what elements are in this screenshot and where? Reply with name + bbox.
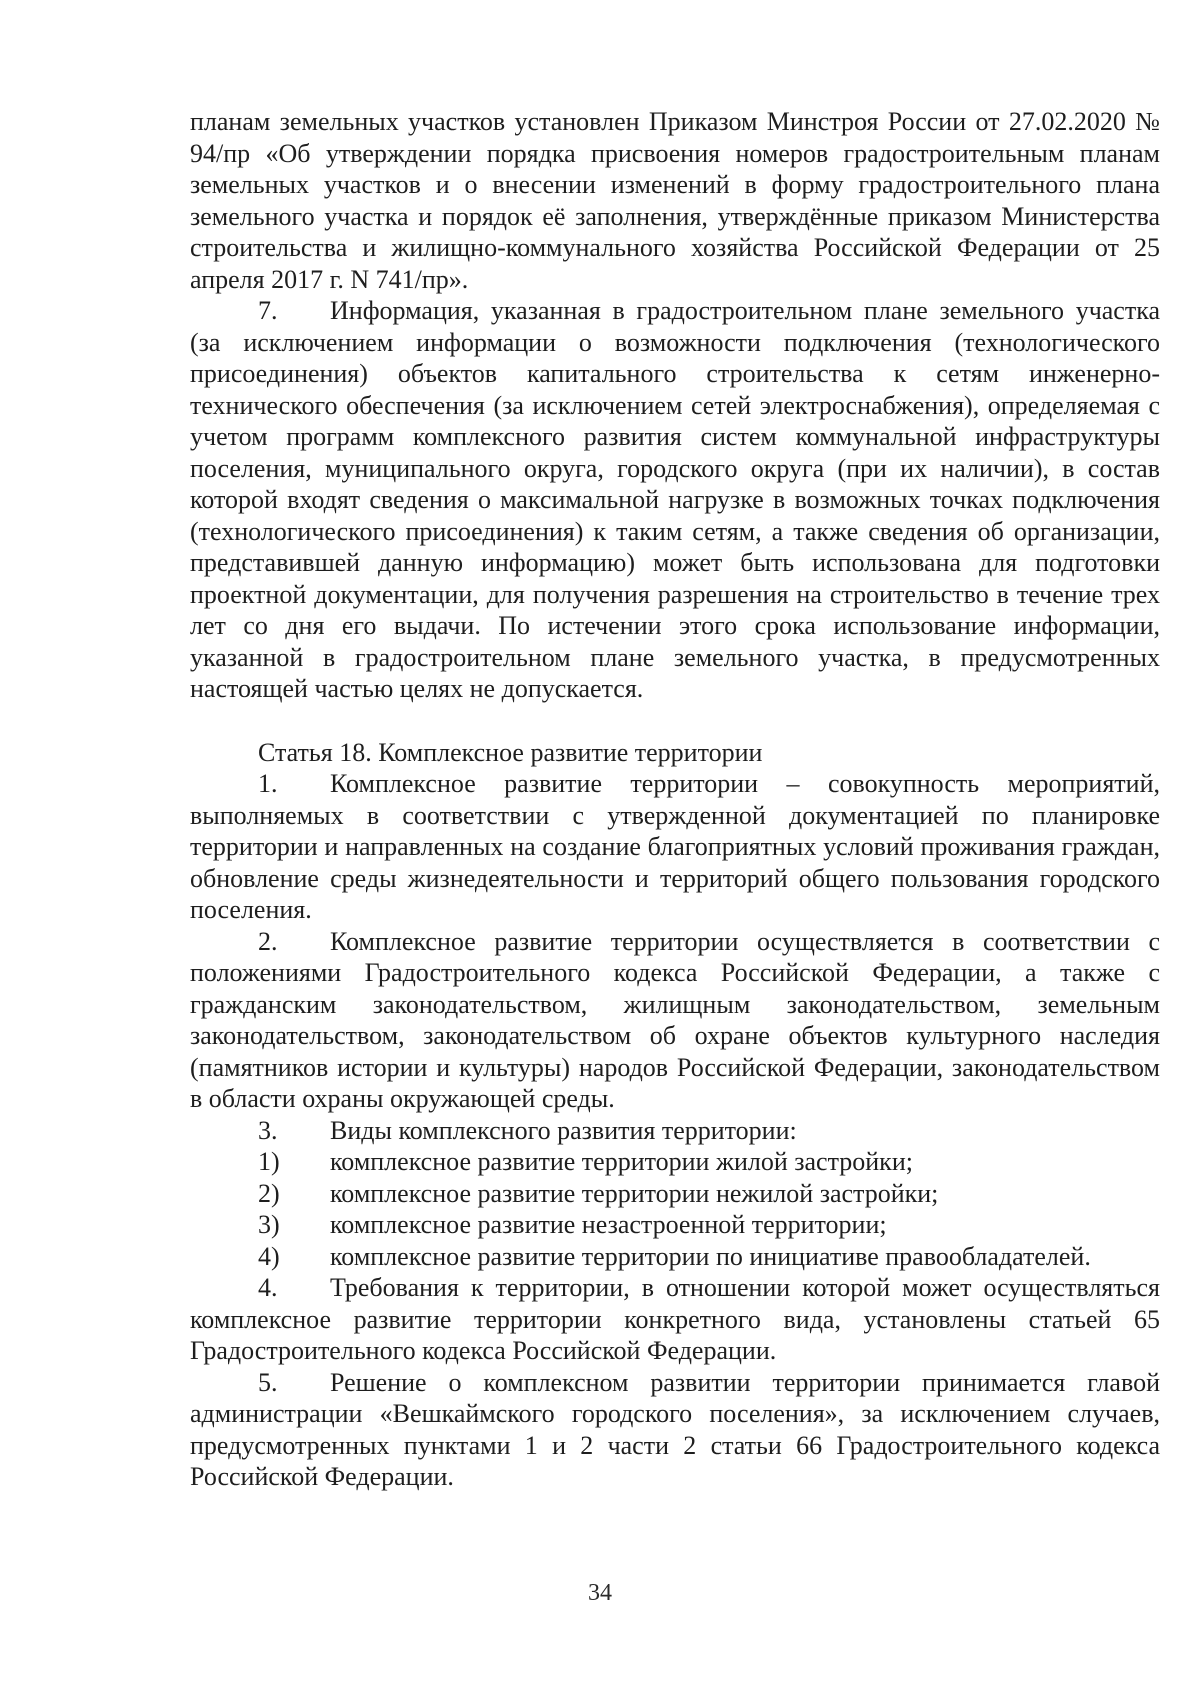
item-text: Комплексное развитие территории – совокупность мероприятий, выполняемых в соответствии с утвержденной документацией по планировке территории и направленных на создание благоприятных условий проживания граждан, обновление среды жизнедеятельности и территорий общего пользования городского поселения. [190,769,1160,924]
subitem-text: комплексное развитие территории по инициативе правообладателей. [330,1241,1091,1271]
item-text: Комплексное развитие территории осуществляется в соответствии с положениями Градостроительного кодекса Российской Федерации, а также с гражданским законодательством, жилищным законодательством, земельным законодательством, законодательством об охране объектов культурного наследия (памятников истории и культуры) народов Российской Федерации, законодательством в области охраны окружающей среды. [190,926,1160,1113]
subitem-number: 2) [258,1178,280,1208]
subitem-4 [190,1241,1160,1273]
article-item-1 [190,768,1160,926]
subitem-number: 1) [258,1147,280,1176]
article-item-5 [190,1367,1160,1493]
item-number: 4. [258,1273,278,1302]
item-text: Требования к территории, в отношении которой может осуществляться комплексное развитие территории конкретного вида, установлены статьей 65 Градостроительного кодекса Российской Федерации. [190,1273,1160,1365]
item-7-paragraph [190,295,1160,705]
item-text: Решение о комплексном развитии территории принимается главой администрации «Вешкаймского городского поселения», за исключением случаев, предусмотренных пунктами 1 и 2 части 2 статьи 66 Градостроительного кодекса Российской Федерации. [190,1367,1160,1491]
subitem-1 [190,1146,1160,1178]
intro-paragraph: планам земельных участков установлен Приказом Минстроя России от 27.02.2020 № 94/пр «Об утверждении порядка присвоения номеров градостроительным планам земельных участков и о внесении изменений в форму градостроительного плана земельного участка и порядок её заполнения, утверждённые приказом Министерства строительства и жилищно-коммунального хозяйства Российской Федерации от 25 апреля 2017 г. N 741/пр». [190,107,1160,294]
item-number: 3. [258,1115,278,1145]
article-item-2 [190,926,1160,1115]
document-body [190,106,1160,1493]
subitem-text: комплексное развитие территории жилой застройки; [330,1147,913,1176]
subitem-2 [190,1178,1160,1210]
page-number: 34 [588,1580,612,1606]
subitem-3 [190,1209,1160,1241]
item-text: Информация, указанная в градостроительном плане земельного участка (за исключением информации о возможности подключения (технологического присоединения) объектов капитального строительства к сетям инженерно-технического обеспечения (за исключением сетей электроснабжения), определяемая с учетом программ комплексного развития систем коммунальной инфраструктуры поселения, муниципального округа, городского округа (при их наличии), в состав которой входят сведения о максимальной нагрузке в возможных точках подключения (технологического присоединения) к таким сетям, а также сведения об организации, представившей данную информацию) может быть использована для подготовки проектной документации, для получения разрешения на строительство в течение трех лет со дня его выдачи. По истечении этого срока использование информации, указанной в градостроительном плане земельного участка, в предусмотренных настоящей частью целях не допускается. [190,296,1160,703]
subitem-number: 3) [258,1210,280,1239]
subitem-number: 4) [258,1241,280,1271]
article-item-4 [190,1272,1160,1367]
item-text: Виды комплексного развития территории: [330,1115,797,1145]
subitem-text: комплексное развитие незастроенной территории; [330,1210,887,1239]
subitem-text: комплексное развитие территории нежилой застройки; [330,1178,939,1208]
item-number: 7. [258,296,278,325]
item-number: 1. [258,769,278,798]
article-item-3 [190,1115,1160,1147]
article-title: Статья 18. Комплексное развитие территории [258,737,763,767]
item-number: 5. [258,1367,278,1397]
item-number: 2. [258,926,278,956]
